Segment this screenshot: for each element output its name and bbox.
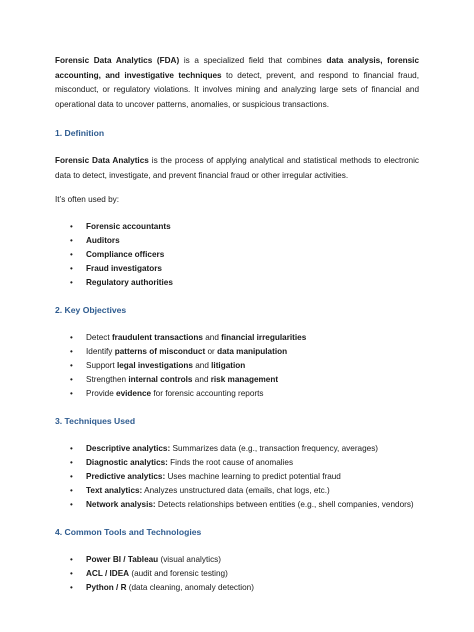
- bullet-icon: •: [70, 568, 73, 578]
- list-item: [55, 345, 419, 359]
- bullet-icon: •: [70, 554, 73, 564]
- bullet-icon: •: [70, 375, 73, 385]
- intro-bold: data analysis, forensic accounting, and investigative techniques: [55, 56, 420, 80]
- list-item: [55, 470, 419, 484]
- list-item: [55, 359, 419, 373]
- section-heading-objectives: 2. Key Objectives: [55, 304, 127, 315]
- list-item-label: Power BI / Tableau: [86, 554, 159, 564]
- section-heading-definition: 1. Definition: [55, 128, 105, 138]
- bold-text: data manipulation: [217, 346, 288, 356]
- section-heading-techniques: 3. Techniques Used: [55, 415, 136, 426]
- bullet-icon: •: [70, 278, 73, 288]
- bullet-icon: •: [70, 582, 73, 592]
- text: and: [192, 360, 212, 370]
- list-item-text: Detects relationships between entities (e.g., shell companies, vendors): [155, 500, 414, 510]
- bold-text: financial irregularities: [221, 332, 307, 342]
- list-item-text: Summarizes data (e.g., transaction frequency, averages): [170, 443, 379, 453]
- techniques-list: [55, 442, 419, 513]
- list-item: [55, 498, 419, 512]
- text: for forensic accounting reports: [151, 389, 264, 399]
- text: Identify: [86, 346, 115, 356]
- list-item: [55, 567, 419, 581]
- bullet-icon: •: [70, 471, 73, 481]
- bullet-icon: •: [70, 221, 73, 231]
- bold-text: internal controls: [128, 375, 193, 385]
- tools-list: [55, 553, 419, 596]
- bullet-icon: •: [70, 500, 73, 510]
- bullet-icon: •: [70, 249, 73, 259]
- list-item: [55, 373, 419, 387]
- list-item-label: ACL / IDEA: [86, 568, 130, 578]
- list-item: [55, 387, 419, 401]
- list-item-label: Network analysis:: [86, 500, 156, 510]
- bullet-icon: •: [70, 443, 73, 453]
- bullet-icon: •: [70, 264, 73, 274]
- objectives-list: [55, 331, 419, 402]
- text: Detect: [86, 332, 112, 342]
- bullet-icon: •: [70, 457, 73, 467]
- list-item-text: Uses machine learning to predict potential fraud: [165, 471, 341, 481]
- section-heading-tools: 4. Common Tools and Technologies: [55, 526, 202, 537]
- list-item-label: Auditors: [86, 235, 120, 245]
- bold-text: legal investigations: [116, 360, 193, 370]
- list-item-text: Analyzes unstructured data (emails, chat logs, etc.): [142, 486, 330, 496]
- list-item: [55, 262, 419, 276]
- text: and: [202, 332, 222, 342]
- list-item-label: Text analytics:: [86, 486, 143, 496]
- bullet-icon: •: [70, 360, 73, 370]
- list-item-label: Fraud investigators: [86, 264, 162, 274]
- used-by-label: It’s often used by:: [55, 195, 120, 204]
- list-item-label: Python / R: [86, 582, 127, 592]
- list-item: [55, 276, 419, 290]
- list-item: [55, 581, 419, 595]
- list-item: [55, 553, 419, 567]
- list-item-label: Forensic accountants: [86, 221, 171, 231]
- definition-term: Forensic Data Analytics: [55, 156, 149, 165]
- list-item: [55, 442, 419, 456]
- bold-text: litigation: [211, 360, 246, 370]
- bullet-icon: •: [70, 389, 73, 399]
- list-item: [55, 234, 419, 248]
- list-item-label: Regulatory authorities: [86, 278, 173, 288]
- list-item-text: Finds the root cause of anomalies: [167, 457, 294, 467]
- definition-text: is the process of applying analytical and statistical methods to electronic data to detect, investigate, and prevent financial fraud or other irregular activities.: [55, 156, 419, 180]
- bullet-icon: •: [70, 486, 73, 496]
- list-item-text: (audit and forensic testing): [129, 568, 228, 578]
- bold-text: patterns of misconduct: [114, 346, 206, 356]
- intro-text: is a specialized field that combines: [179, 56, 327, 65]
- list-item: [55, 456, 419, 470]
- list-item: [55, 331, 419, 345]
- list-item: [55, 484, 419, 498]
- list-item-label: Diagnostic analytics:: [86, 457, 168, 467]
- list-item: [55, 248, 419, 262]
- bullet-icon: •: [70, 332, 73, 342]
- list-item-text: (data cleaning, anomaly detection): [126, 582, 254, 592]
- bold-text: evidence: [116, 389, 152, 399]
- list-item: [55, 220, 419, 234]
- list-item-label: Descriptive analytics:: [86, 443, 171, 453]
- text: Provide: [86, 389, 117, 399]
- text: and: [192, 375, 211, 385]
- intro-term: Forensic Data Analytics (FDA): [55, 56, 180, 65]
- intro-text: to detect, prevent, and respond to financial fraud, misconduct, or regulatory violations. It involves mining and analyzing large sets of financial and operational data to uncover patterns, anomalies, or suspicious transactions.: [55, 70, 419, 109]
- used-by-list: [55, 220, 419, 291]
- text: Support: [86, 360, 117, 370]
- text: or: [205, 346, 218, 356]
- intro-paragraph: [55, 54, 419, 112]
- list-item-text: (visual analytics): [158, 554, 221, 564]
- text: Strengthen: [86, 375, 129, 385]
- bold-text: fraudulent transactions: [111, 332, 203, 342]
- bullet-icon: •: [70, 235, 73, 245]
- list-item-label: Compliance officers: [86, 249, 165, 259]
- bullet-icon: •: [70, 346, 73, 356]
- definition-paragraph: [55, 154, 419, 183]
- bold-text: risk management: [210, 375, 279, 385]
- list-item-label: Predictive analytics:: [86, 471, 166, 481]
